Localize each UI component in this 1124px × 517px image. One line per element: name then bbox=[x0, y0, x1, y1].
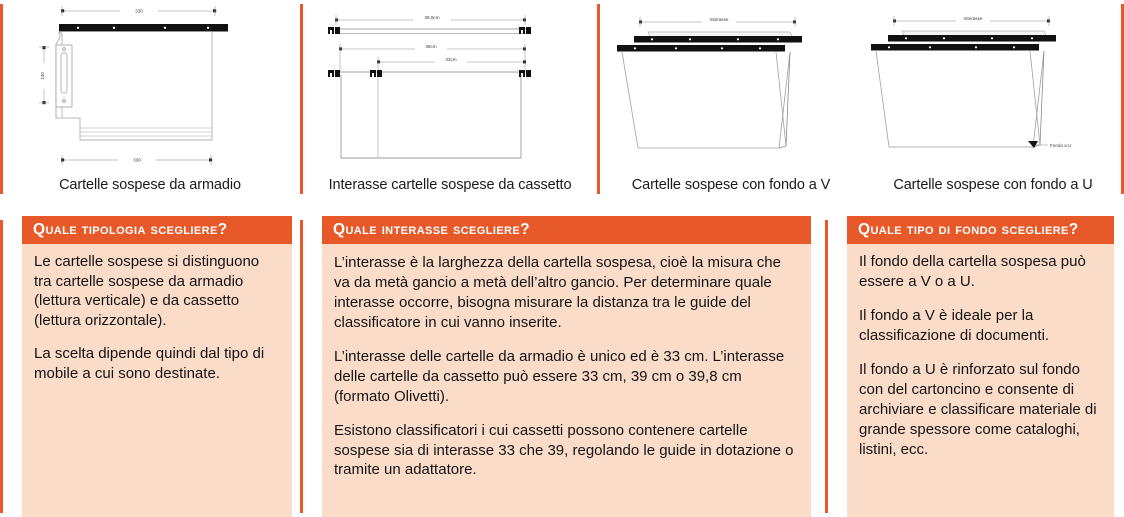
diagram-caption: Cartelle sospese con fondo a V bbox=[631, 177, 831, 193]
svg-text:39cm: 39cm bbox=[425, 44, 437, 49]
info-panels-row bbox=[0, 216, 1124, 517]
panel-header-text: Quale interasse scegliere? bbox=[333, 221, 531, 239]
diagram-caption: Cartelle sospese con fondo a U bbox=[893, 177, 1093, 193]
panel-header-interasse bbox=[322, 216, 811, 244]
paragraph: L’interasse è la larghezza della cartella sospesa, cioè la misura che va da metà gancio a metà dell’altro gancio. Per determinare quale interasse occorre, bisogna misurare la distanza tra le guide del classificatore in cui vanno inserite. bbox=[334, 254, 781, 331]
diagram-cell-cartelle-armadio bbox=[0, 0, 300, 210]
panel-header-text: Quale tipo di fondo scegliere? bbox=[858, 221, 1079, 239]
svg-text:330: 330 bbox=[133, 157, 141, 163]
divider-rule-left bbox=[300, 220, 303, 513]
diagram-cell-interasse-cassetto bbox=[300, 0, 600, 210]
panel-interasse bbox=[300, 216, 825, 517]
svg-text:39,8cm: 39,8cm bbox=[424, 15, 440, 20]
paragraph: Il fondo a U è rinforzato sul fondo con del cartoncino e consente di archiviare e classificare materiale di grande spessore come cataloghi, listini, ecc. bbox=[859, 360, 1097, 458]
panel-body-interasse bbox=[322, 244, 811, 486]
diagram-row bbox=[0, 0, 1124, 210]
paragraph: L’interasse delle cartelle da armadio è unico ed è 33 cm. L’interasse delle cartelle da cassetto può essere 33 cm, 39 cm o 39,8 cm (formato Olivetti). bbox=[334, 347, 785, 405]
svg-text:33cm: 33cm bbox=[445, 57, 457, 62]
panel-inner bbox=[22, 216, 292, 517]
panel-body-tipologia bbox=[22, 244, 292, 389]
panel-body-fondo bbox=[847, 244, 1114, 465]
svg-text:Interasse: Interasse bbox=[709, 17, 729, 22]
panel-tipologia bbox=[0, 216, 300, 517]
panel-header-tipologia bbox=[22, 216, 292, 244]
diagram-art-fondo-a-v bbox=[600, 0, 862, 178]
panel-header-text: Quale tipologia scegliere? bbox=[33, 221, 228, 239]
diagram-art-cartelle-armadio bbox=[0, 0, 300, 178]
diagram-caption: Cartelle sospese da armadio bbox=[59, 177, 241, 193]
panel-inner bbox=[847, 216, 1114, 517]
paragraph: Esistono classificatori i cui cassetti possono contenere cartelle sospese sia di interasse 33 che 39, regolando le guide in dotazione o tramite un adattatore. bbox=[334, 421, 794, 479]
svg-text:330: 330 bbox=[135, 8, 143, 14]
paragraph: Le cartelle sospese si distinguono tra cartelle sospese da armadio (lettura verticale) e da cassetto (lettura orizzontale). bbox=[34, 253, 260, 329]
divider-rule-left bbox=[0, 220, 3, 513]
diagram-art-interasse-cassetto bbox=[300, 0, 600, 178]
paragraph: Il fondo della cartella sospesa può essere a V o a U. bbox=[859, 253, 1086, 290]
diagram-caption: Interasse cartelle sospese da cassetto bbox=[328, 177, 572, 193]
panel-header-fondo bbox=[847, 216, 1114, 244]
svg-text:Fondo a U: Fondo a U bbox=[1050, 143, 1072, 148]
panel-inner bbox=[322, 216, 811, 517]
svg-text:Interasse: Interasse bbox=[963, 16, 983, 21]
panel-fondo bbox=[825, 216, 1124, 517]
paragraph: Il fondo a V è ideale per la classificazione di documenti. bbox=[859, 306, 1050, 344]
divider-rule-left bbox=[825, 220, 828, 513]
paragraph: La scelta dipende quindi dal tipo di mobile a cui sono destinate. bbox=[34, 345, 265, 382]
diagram-cell-fondo-a-u bbox=[862, 0, 1124, 210]
diagram-art-fondo-a-u bbox=[862, 0, 1124, 178]
diagram-cell-fondo-a-v bbox=[600, 0, 862, 210]
svg-text:140: 140 bbox=[40, 72, 45, 80]
